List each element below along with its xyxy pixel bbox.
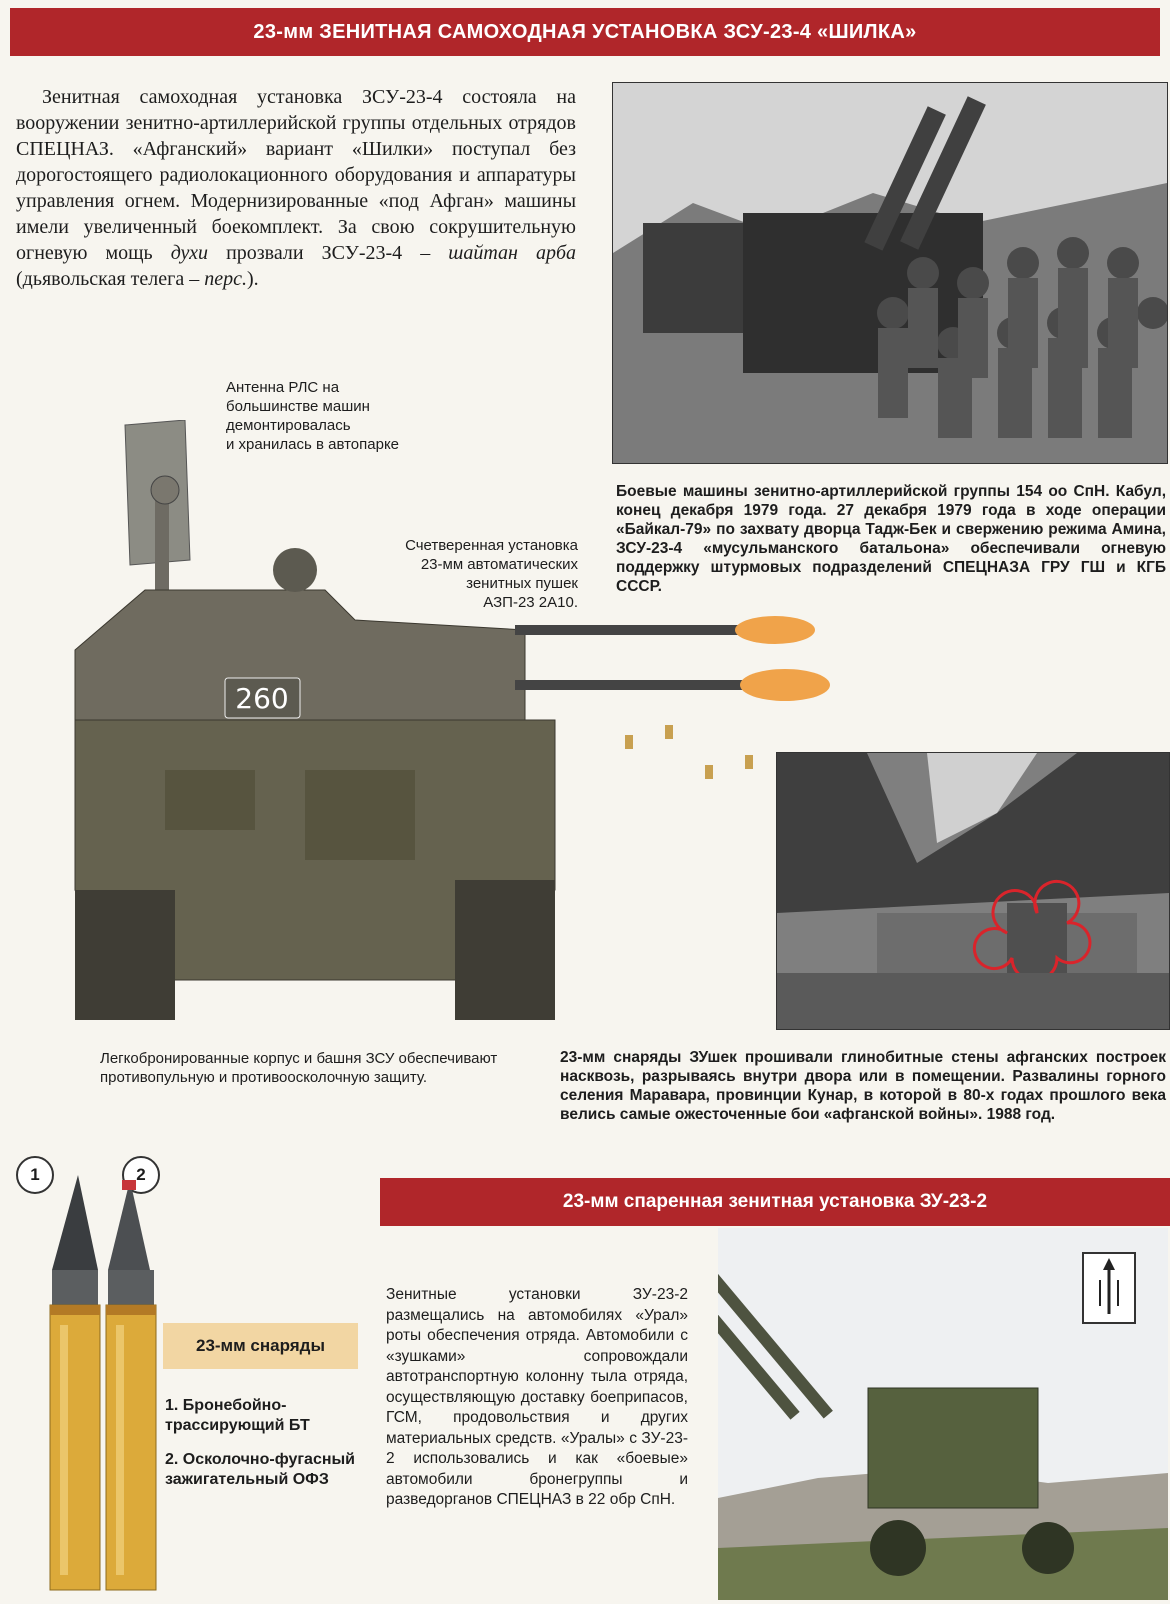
soldiers-photo: [612, 82, 1168, 464]
ruins-photo: [776, 752, 1170, 1030]
shell-number-1: 1: [16, 1156, 54, 1194]
radar-annotation: Антенна РЛС на большинстве машин демонтировалась и хранилась в автопарке: [226, 379, 400, 453]
armor-annotation: Легкобронированные корпус и башня ЗСУ обеспечивают противопульную и противоосколочную защиту.: [100, 1050, 498, 1086]
shell-number-2: 2: [122, 1156, 160, 1194]
ammo-type-1: 1. Бронебойно-трассирующий БТ: [165, 1397, 310, 1434]
guns-annotation: Счетверенная установка 23-мм автоматических зенитных пушек АЗП-23 2А10.: [405, 537, 578, 611]
intro-paragraph: Зенитная самоходная установка ЗСУ-23-4 состояла на вооружении зенитно-артиллерийской группы отдельных отрядов СПЕЦНАЗ. «Афганский» вариант «Шилки» поступал без дорогостоящего радиолокационного оборудования и аппаратуры управления огнем. Модернизированные «под Афган» машины имели увеличенный боекомплект. За свою сокрушительную огневую мощь духи прозвали ЗСУ-23-4 – шайтан арба (дьявольская телега – перс.).: [16, 86, 576, 290]
soldiers-photo-caption: Боевые машины зенитно-артиллерийской группы 154 оо СпН. Кабул, конец декабря 1979 года. 27 декабря 1979 года в ходе операции «Байкал-79» по захвату дворца Тадж-Бек и свержению режима Амина, ЗСУ-23-4 «мусульманского батальона» обеспечивали огневую поддержку штурмовых подразделений СПЕЦНАЗА ГРУ ГШ и КГБ СССР.: [616, 483, 1166, 595]
page-title: 23-мм ЗЕНИТНАЯ САМОХОДНАЯ УСТАНОВКА ЗСУ-23-4 «ШИЛКА»: [10, 8, 1160, 56]
shilka-illustration: [55, 420, 855, 1030]
ammo-type-2: 2. Осколочно-фугасный зажигательный ОФЗ: [165, 1451, 355, 1488]
shells-label: 23-мм снаряды: [163, 1323, 358, 1369]
section-title-zu-23-2: 23-мм спаренная зенитная установка ЗУ-23-2: [380, 1178, 1170, 1226]
zu-23-2-paragraph: Зенитные установки ЗУ-23-2 размещались на автомобилях «Урал» роты обеспечения отряда. Автомобили с «зушками» сопровождали автотранспортную колонну тыла отряда, осуществляющую доставку боеприпасов, ГСМ, продовольствия и других материальных средств. «Уралы» с ЗУ-23-2 использовались и как «боевые» автомобили бронегруппы и разведорганов СПЕЦНАЗ в 22 обр СпН.: [386, 1286, 688, 1508]
hull-number: 260: [235, 682, 289, 715]
ammo-types-list: [165, 1396, 375, 1504]
arrow-unit-badge: [1082, 1252, 1136, 1324]
shells-illustration: [30, 1175, 170, 1595]
ruins-photo-caption: 23-мм снаряды ЗУшек прошивали глинобитные стены афганских построек насквозь, разрываясь внутри двора или в помещении. Развалины горного селения Маравара, провинции Кунар, в которой в 80-х годах прошлого века велись самые ожесточенные бои «афганской войны». 1988 год.: [560, 1049, 1166, 1123]
